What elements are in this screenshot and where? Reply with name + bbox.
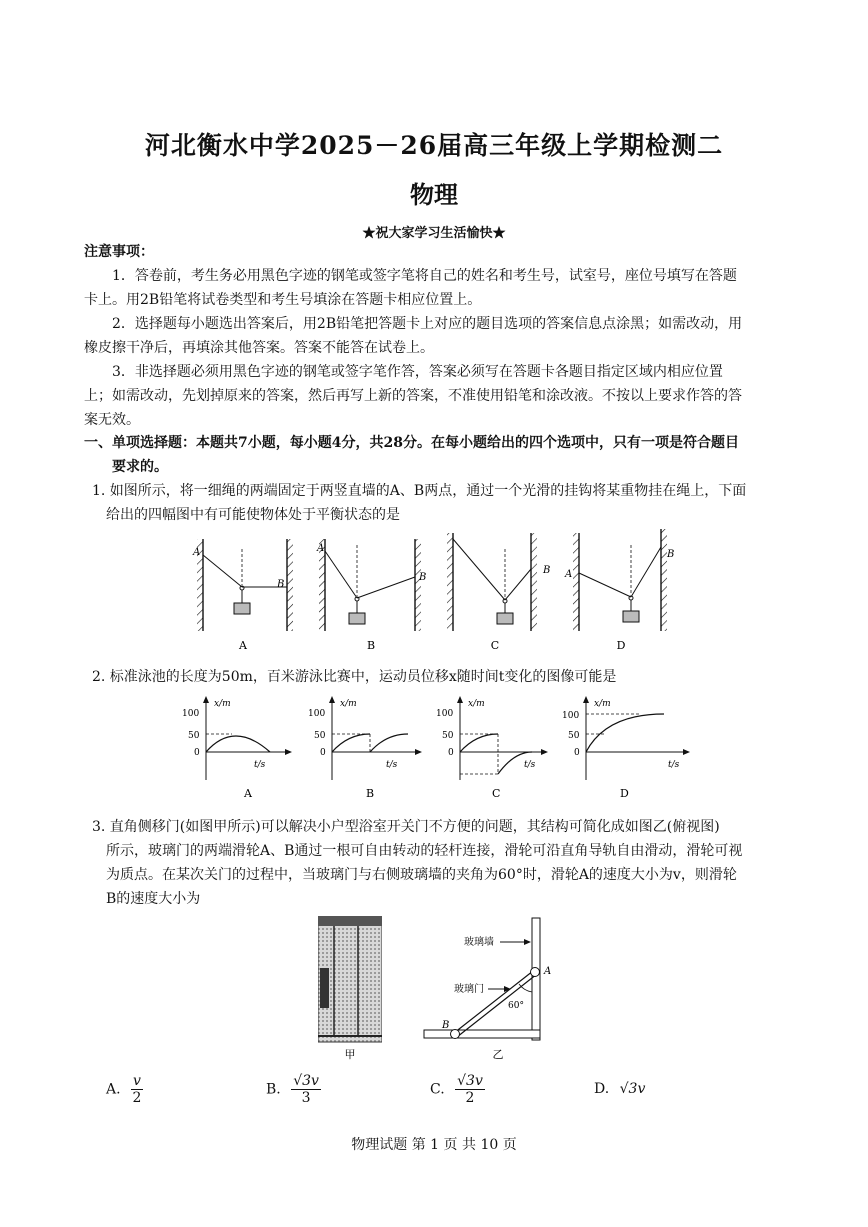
q2-d-tick-0: 0 bbox=[574, 748, 580, 758]
note-3-line-2: 上；如需改动，先划掉原来的答案，然后再写上新的答案，不准使用铅笔和涂改液。不按以上要求作答的答 bbox=[84, 388, 742, 404]
q3-option-c-label: C. bbox=[430, 1081, 445, 1098]
slogan: ★祝大家学习生活愉快★ bbox=[362, 226, 506, 241]
q3-stem-line-1: 3. 直角侧移门(如图甲所示)可以解决小户型浴室开关门不方便的问题，其结构可简化成如图乙(俯视图) bbox=[92, 819, 720, 835]
notes-heading: 注意事项： bbox=[84, 244, 154, 260]
q2-a-xlabel: t/s bbox=[254, 760, 266, 770]
q2-d-xlabel: t/s bbox=[668, 760, 680, 770]
q2-b-xlabel: t/s bbox=[386, 760, 398, 770]
q3-option-a-den: 2 bbox=[132, 1090, 142, 1106]
q3-option-d-value: √3v bbox=[619, 1081, 646, 1097]
q3-angle-label: 60° bbox=[508, 1001, 524, 1011]
q2-d-tick-50: 50 bbox=[568, 731, 580, 741]
q2-a-caption: A bbox=[244, 787, 252, 800]
q2-b-tick-50: 50 bbox=[314, 731, 326, 741]
q3-option-a[interactable] bbox=[106, 1073, 143, 1106]
q3-stem-line-3: 为质点。在某次关门的过程中，当玻璃门与右侧玻璃墙的夹角为60°时，滑轮A的速度大小为v，则滑轮 bbox=[106, 867, 737, 883]
q1-fig-b-label-a: A bbox=[317, 543, 325, 554]
q3-label-door: 玻璃门 bbox=[454, 984, 484, 995]
exam-title: 河北衡水中学2025－26届高三年级上学期检测二 bbox=[144, 131, 724, 160]
q2-b-tick-0: 0 bbox=[320, 748, 326, 758]
q2-graph-a bbox=[182, 696, 292, 800]
note-1-line-2: 卡上。用2B铅笔将试卷类型和考生号填涂在答题卡相应位置上。 bbox=[84, 292, 482, 308]
q2-figures bbox=[180, 692, 700, 804]
note-1-line-1: 1．答卷前，考生务必用黑色字迹的钢笔或签字笔将自己的姓名和考生号，试室号，座位号填写在答题 bbox=[112, 268, 737, 284]
q2-c-xlabel: t/s bbox=[524, 760, 536, 770]
q1-stem-line-1: 1. 如图所示，将一细绳的两端固定于两竖直墙的A、B两点，通过一个光滑的挂钩将某重物挂在绳上，下面 bbox=[92, 483, 747, 499]
q3-option-a-fraction bbox=[131, 1073, 143, 1106]
q3-caption-yi: 乙 bbox=[492, 1048, 504, 1061]
q3-option-c-num: √3v bbox=[457, 1073, 483, 1089]
q2-a-tick-0: 0 bbox=[194, 748, 200, 758]
q3-option-a-num: v bbox=[133, 1073, 141, 1089]
q2-a-tick-50: 50 bbox=[188, 731, 200, 741]
note-3-line-3: 案无效。 bbox=[84, 412, 140, 428]
q2-stem: 2. 标准泳池的长度为50m，百米游泳比赛中，运动员位移x随时间t变化的图像可能是 bbox=[92, 669, 617, 685]
q1-fig-a-label-a: A bbox=[193, 547, 201, 558]
q1-fig-c bbox=[447, 533, 550, 652]
q1-fig-d-label-a: A bbox=[565, 569, 573, 580]
q1-fig-d-caption: D bbox=[616, 639, 626, 652]
q1-fig-b-caption: B bbox=[366, 639, 376, 652]
q2-graph-d bbox=[562, 696, 690, 800]
q1-fig-c-label-b: B bbox=[543, 565, 551, 576]
note-2-line-1: 2．选择题每小题选出答案后，用2B铅笔把答题卡上对应的题目选项的答案信息点涂黑；如需改动，用 bbox=[112, 316, 743, 332]
q1-stem-line-2: 给出的四幅图中有可能使物体处于平衡状态的是 bbox=[106, 507, 400, 523]
q3-diagram-yi bbox=[420, 916, 560, 1066]
q2-graph-c bbox=[436, 696, 548, 800]
q3-option-b-fraction bbox=[291, 1073, 321, 1106]
section-1-heading-cont: 要求的。 bbox=[112, 459, 168, 475]
q3-label-b: B bbox=[442, 1020, 450, 1031]
q3-label-a: A bbox=[544, 966, 552, 977]
q2-c-tick-50: 50 bbox=[442, 731, 454, 741]
q1-fig-b bbox=[316, 539, 426, 652]
q1-fig-c-caption: C bbox=[490, 639, 500, 652]
page-footer: 物理试题 第 1 页 共 10 页 bbox=[351, 1137, 517, 1153]
q2-c-ylabel: x/m bbox=[468, 699, 485, 709]
q1-fig-a bbox=[192, 539, 293, 652]
q3-option-b-den: 3 bbox=[301, 1090, 311, 1106]
section-1-heading: 一、单项选择题：本题共7小题，每小题4分，共28分。在每小题给出的四个选项中，只有一项是符合题目 bbox=[84, 435, 739, 451]
q2-graph-b bbox=[308, 696, 422, 800]
q3-stem-line-2: 所示，玻璃门的两端滑轮A、B通过一根可自由转动的轻杆连接，滑轮可沿直角导轨自由滑动，滑轮可视 bbox=[106, 843, 743, 859]
q3-option-c-den: 2 bbox=[465, 1090, 475, 1106]
q3-option-b-label: B. bbox=[266, 1081, 281, 1098]
q2-b-ylabel: x/m bbox=[340, 699, 357, 709]
q2-a-ylabel: x/m bbox=[214, 699, 231, 709]
q3-option-c-fraction bbox=[455, 1073, 485, 1106]
q1-fig-a-label-b: B bbox=[277, 579, 285, 590]
q1-fig-d bbox=[564, 529, 674, 652]
q3-option-b[interactable] bbox=[266, 1073, 321, 1106]
q2-d-tick-100: 100 bbox=[562, 711, 580, 721]
q3-option-b-num: √3v bbox=[293, 1073, 319, 1089]
q2-d-caption: D bbox=[620, 787, 629, 800]
q3-option-d-label: D. bbox=[594, 1081, 610, 1097]
q2-a-tick-100: 100 bbox=[182, 709, 200, 719]
q3-stem-line-4: B的速度大小为 bbox=[106, 891, 201, 907]
q2-c-tick-0: 0 bbox=[448, 748, 454, 758]
note-2-line-2: 橡皮擦干净后，再填涂其他答案。答案不能答在试卷上。 bbox=[84, 340, 434, 356]
q1-figures bbox=[185, 525, 675, 655]
q3-option-c[interactable] bbox=[430, 1073, 485, 1106]
q3-label-wall: 玻璃墙 bbox=[464, 937, 494, 948]
q2-d-ylabel: x/m bbox=[594, 699, 611, 709]
q3-option-a-label: A. bbox=[106, 1081, 121, 1098]
q2-c-tick-100: 100 bbox=[436, 709, 454, 719]
note-3-line-1: 3．非选择题必须用黑色字迹的钢笔或签字笔作答，答案必须写在答题卡各题目指定区域内相应位置 bbox=[112, 364, 723, 380]
q1-fig-d-label-b: B bbox=[667, 549, 675, 560]
q2-b-caption: B bbox=[366, 787, 375, 800]
q1-fig-a-caption: A bbox=[239, 639, 247, 652]
q3-photo-jia bbox=[318, 916, 382, 1066]
subject-title: 物理 bbox=[410, 180, 458, 209]
q1-fig-b-label-b: B bbox=[419, 572, 427, 583]
q3-option-d[interactable] bbox=[594, 1081, 645, 1097]
q2-b-tick-100: 100 bbox=[308, 709, 326, 719]
q3-caption-jia: 甲 bbox=[344, 1048, 356, 1061]
q2-c-caption: C bbox=[492, 787, 501, 800]
